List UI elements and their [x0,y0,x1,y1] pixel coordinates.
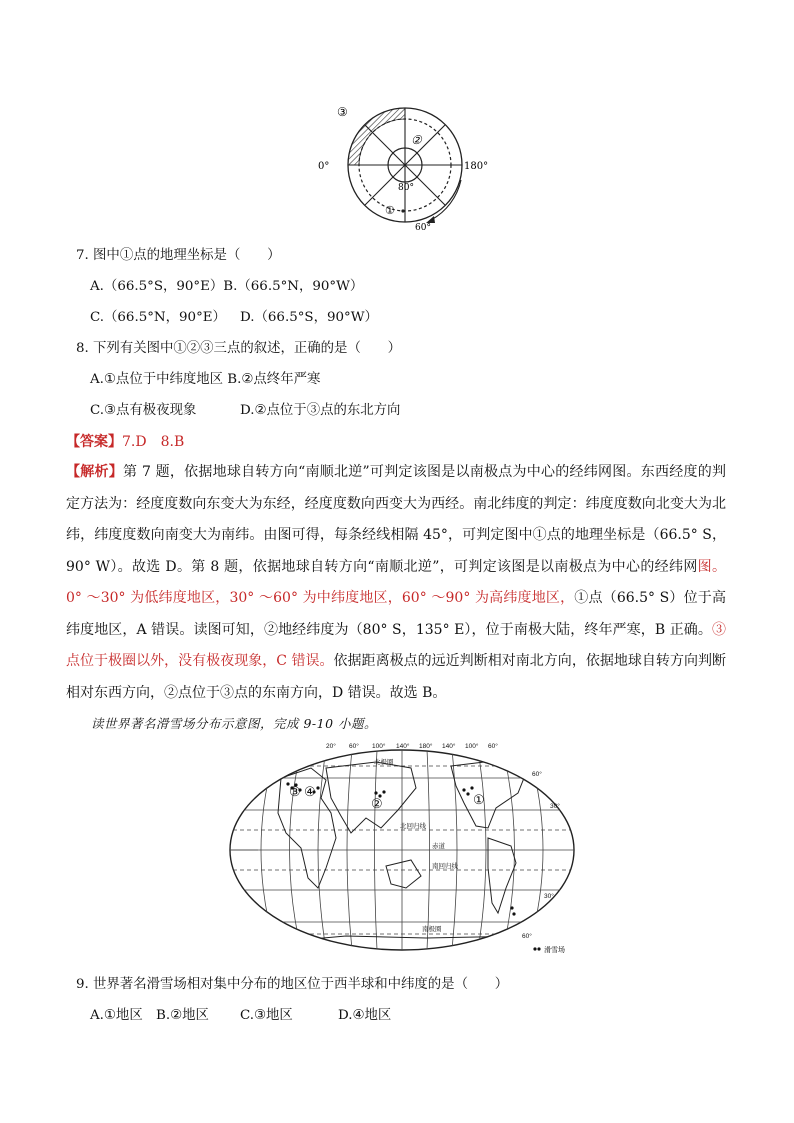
analysis-part6: 依据距离极点的远近判断相对南北方向，依据地球自转方向判断相对东西方向，②点位于③点的东南方向，D 错误。故选 B。 [66,653,727,701]
top-lon-3: 140° [396,743,410,750]
label-equator: 赤道 [432,843,445,850]
lat-30s: 30° [544,893,554,900]
q9-option-c: C.③地区 [240,1008,293,1023]
region-1: ① [473,793,485,808]
label-tropic-n: 北回归线 [400,823,426,830]
q8-options-ab: A.①点位于中纬度地区 B.②点终年严寒 [90,372,321,387]
legend-label: 滑雪场 [544,947,565,954]
analysis-part2: 图。0° ～30° 为低纬度地区，30° ～60° 为中纬度地区，60° ～90° 为高纬度地区， [66,558,727,606]
label-lon-0: 0° [318,161,330,172]
top-lon-5: 140° [442,743,456,750]
lat-60n: 60° [532,771,542,778]
region-3: ③ [289,785,301,800]
label-lat-80: 80° [398,183,414,193]
top-lon-0: 20° [326,743,336,750]
label-point-2: ② [411,133,422,147]
analysis-part4: 高纬度地区，A 错误。读图可知，②地经纬度为（80° S，135° E），位于南极大陆，终年严寒，B 正确。 [66,590,726,638]
q8-option-c: C.③点有极夜现象 [90,403,197,418]
q9-option-b: B.②地区 [156,1008,209,1023]
q7-stem: 7. 图中①点的地理坐标是（ ） [76,248,281,263]
top-lon-6: 100° [465,743,479,750]
region-2: ② [371,797,383,812]
q9-option-a: A.①地区 [90,1008,143,1023]
q7-option-d: D.（66.5°S，90°W） [240,310,378,325]
analysis-part3: ①点（66.5° S）位于 [574,590,712,606]
label-lon-60: 60° [415,223,431,233]
label-point-1: ① [385,204,395,217]
q7-option-c: C.（66.5°N，90°E） [90,310,226,325]
top-lon-4: 180° [419,743,433,750]
q9-stem: 9. 世界著名滑雪场相对集中分布的地区位于西半球和中纬度的是（ ） [76,977,509,992]
world-ski-map-figure [226,738,578,960]
q8-stem: 8. 下列有关图中①②③三点的叙述，正确的是（ ） [76,341,402,356]
label-lon-180: 180° [464,161,489,172]
q8-option-d: D.②点位于③点的东北方向 [240,403,401,418]
top-lon-2: 100° [372,743,386,750]
label-antarctic: 南极圈 [422,926,442,933]
intro-9-10: 读世界著名滑雪场分布示意图，完成 9-10 小题。 [91,716,378,731]
lat-30n: 30° [550,803,560,810]
answer-text: 7.D 8.B [122,434,185,450]
q7-options-ab: A.（66.5°S，90°E）B.（66.5°N，90°W） [90,279,364,294]
top-lon-1: 60° [349,743,359,750]
label-point-3: ③ [337,105,348,119]
label-arctic: 北极圈 [374,759,394,766]
answer-line [66,432,184,452]
polar-graticule-figure [315,102,495,234]
region-4: ④ [304,785,316,800]
analysis-paragraph [66,457,726,709]
answer-tag: 【答案】 [66,434,122,450]
legend-dot [533,947,536,950]
label-tropic-s: 南回归线 [432,863,458,870]
top-lon-7: 60° [488,743,498,750]
analysis-part5: ③点位于极圈以外，没有极夜现象，C 错误。 [66,621,726,669]
analysis-part1: 第 7 题，依据地球自转方向“南顺北逆”可判定该图是以南极点为中心的经纬网图。东西经度的判定方法为：经度度数向东变大为东经，经度度数向西变大为西经。南北纬度的判定：纬度度数向北变大为北纬，纬度度数向南变大为南纬。由图可得，每条经线相隔 45°，可判定图中①点的地理坐标是（66.5° S，90° W）。故选 D。第 8 题，依据地球自转方向“南顺北逆”，可判定该图是以南极点为中心的经纬网 [66,464,726,575]
analysis-tag: 【解析】 [66,464,124,480]
point-1-dot [401,209,404,212]
q9-option-d: D.④地区 [338,1008,392,1023]
lat-60s: 60° [522,933,532,940]
